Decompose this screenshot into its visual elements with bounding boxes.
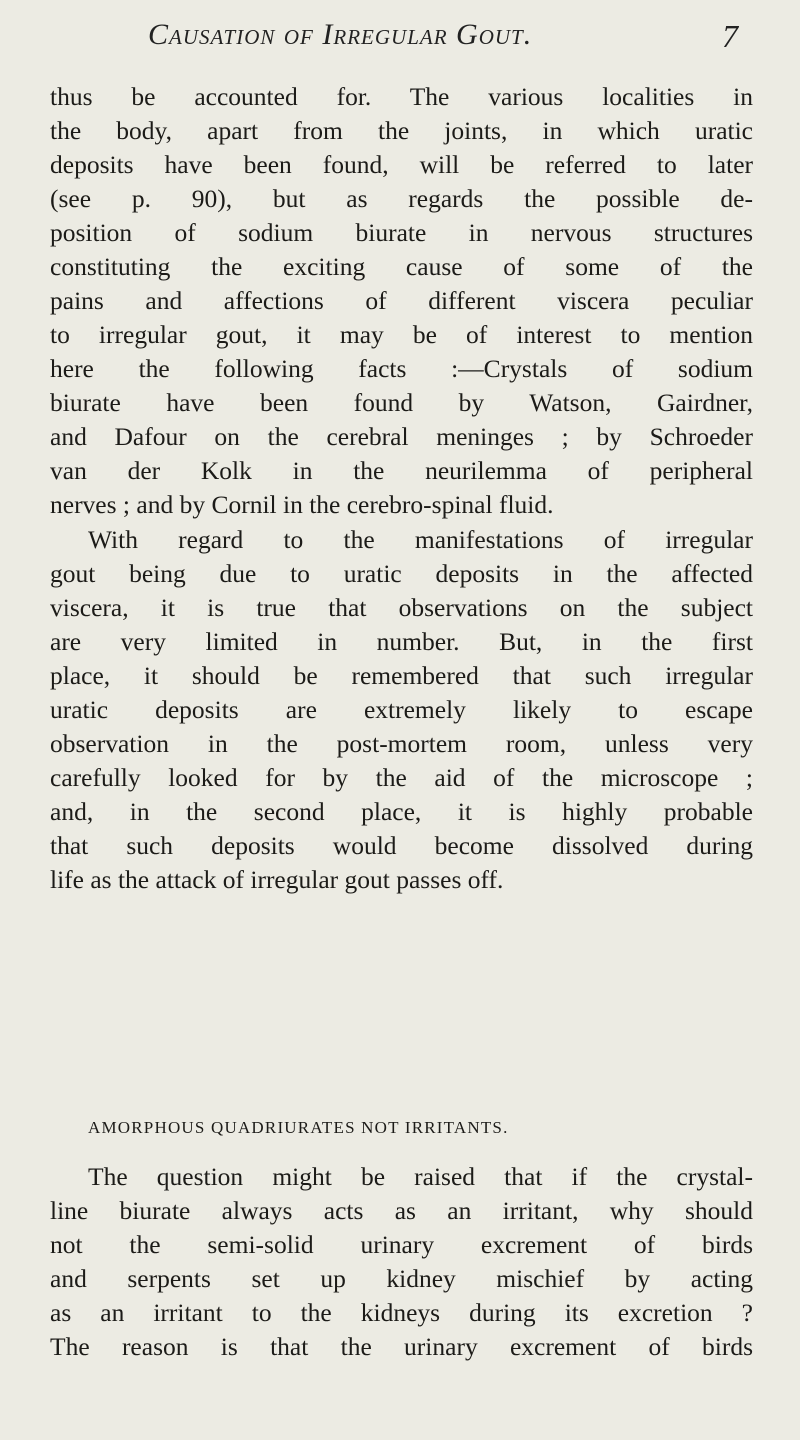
text-line: position of sodium biurate in nervous structures (50, 218, 753, 247)
text-line: The question might be raised that if the crystal- (88, 1162, 753, 1191)
text-line: life as the attack of irregular gout passes off. (50, 865, 504, 894)
text-line: (see p. 90), but as regards the possible de- (50, 184, 753, 213)
text-line: constituting the exciting cause of some of the (50, 252, 753, 281)
text-line: observation in the post-mortem room, unless very (50, 729, 753, 758)
text-line: nerves ; and by Cornil in the cerebro-spinal fluid. (50, 490, 554, 519)
text-line: The reason is that the urinary excrement of birds (50, 1332, 753, 1361)
text-line: not the semi-solid urinary excrement of birds (50, 1230, 753, 1259)
text-line: deposits have been found, will be referred to later (50, 150, 753, 179)
text-line: and, in the second place, it is highly probable (50, 797, 753, 826)
text-line: viscera, it is true that observations on the subject (50, 593, 753, 622)
text-line: the body, apart from the joints, in which uratic (50, 116, 753, 145)
running-head (0, 18, 800, 58)
section-heading: AMORPHOUS QUADRIURATES NOT IRRITANTS. (88, 1118, 509, 1137)
text-line: and serpents set up kidney mischief by acting (50, 1264, 753, 1293)
text-line: uratic deposits are extremely likely to escape (50, 695, 753, 724)
text-line: pains and affections of different viscera peculiar (50, 286, 753, 315)
text-line: line biurate always acts as an irritant, why should (50, 1196, 753, 1225)
text-line: as an irritant to the kidneys during its excretion ? (50, 1298, 753, 1327)
running-title: Causation of Irregular Gout. (148, 18, 533, 51)
text-line: gout being due to uratic deposits in the affected (50, 559, 753, 588)
text-line: are very limited in number. But, in the first (50, 627, 753, 656)
text-line: With regard to the manifestations of irregular (88, 525, 753, 554)
text-line: that such deposits would become dissolved during (50, 831, 753, 860)
text-line: biurate have been found by Watson, Gairdner, (50, 388, 753, 417)
text-line: thus be accounted for. The various localities in (50, 82, 753, 111)
text-line: here the following facts :—Crystals of sodium (50, 354, 753, 383)
text-line: van der Kolk in the neurilemma of peripheral (50, 456, 753, 485)
text-line: place, it should be remembered that such irregular (50, 661, 753, 690)
page-number: 7 (722, 18, 738, 54)
text-line: and Dafour on the cerebral meninges ; by Schroeder (50, 422, 753, 451)
text-line: carefully looked for by the aid of the microscope ; (50, 763, 753, 792)
text-line: to irregular gout, it may be of interest to mention (50, 320, 753, 349)
